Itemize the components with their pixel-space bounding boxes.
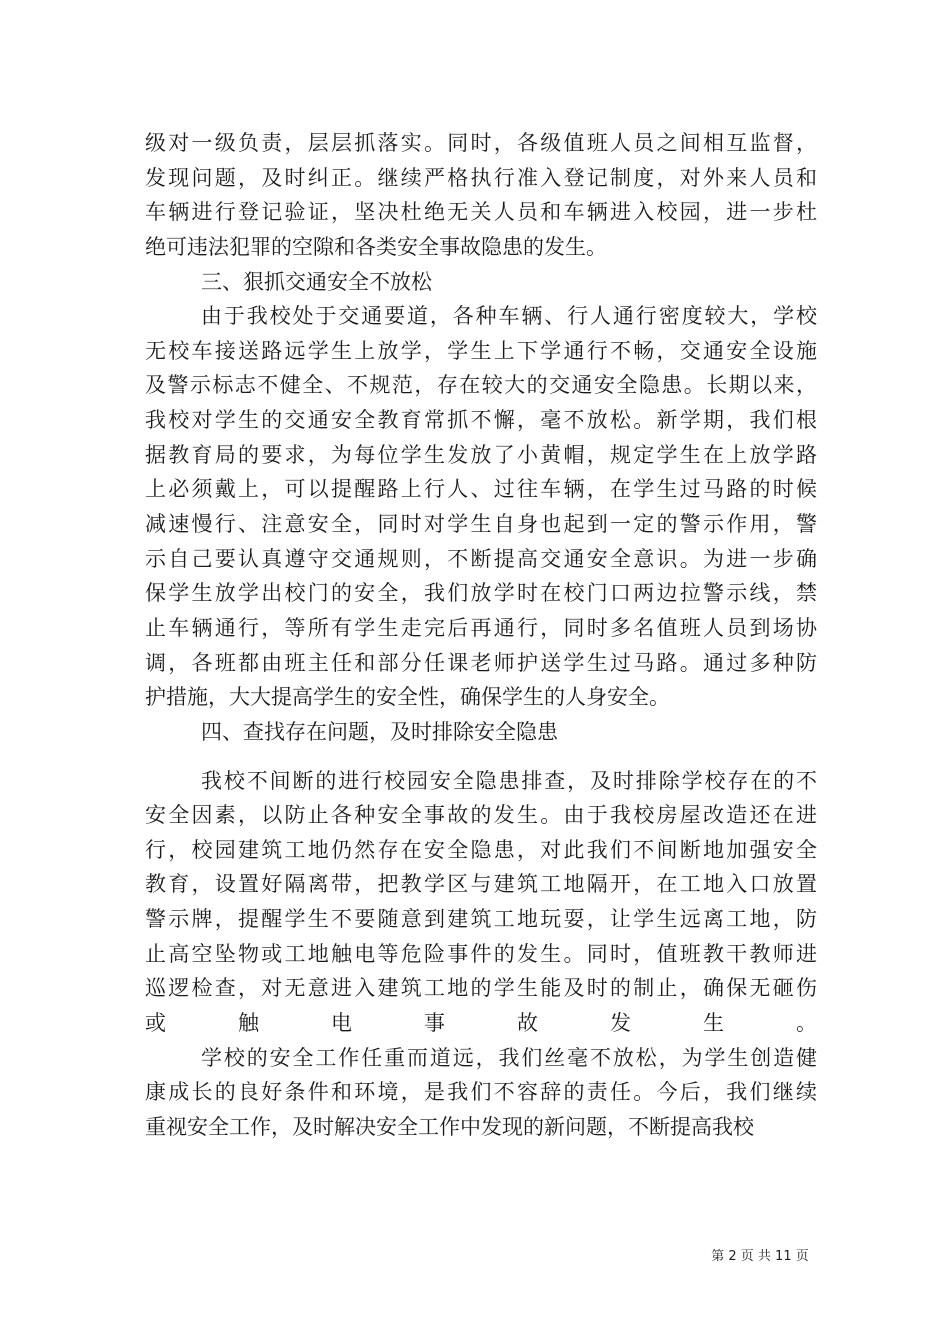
text-line: 调，各班都由班主任和部分任课老师护送学生过马路。通过多种防 — [145, 650, 817, 675]
text-line: 教育，设置好隔离带，把教学区与建筑工地隔开，在工地入口放置 — [145, 872, 817, 897]
text-line: 三、狠抓交通安全不放松 — [201, 269, 432, 294]
text-line: 示自己要认真遵守交通规则，不断提高交通安全意识。为进一步确 — [145, 546, 817, 571]
text-line: 据教育局的要求，为每位学生发放了小黄帽，规定学生在上放学路 — [145, 442, 817, 467]
text-line: 康成长的良好条件和环境，是我们不容辞的责任。今后，我们继续 — [145, 1080, 817, 1105]
text-line: 发现问题，及时纠正。继续严格执行准入登记制度，对外来人员和 — [145, 165, 817, 190]
paragraph — [145, 764, 817, 1041]
text-line: 无校车接送路远学生上放学，学生上下学通行不畅，交通安全设施 — [145, 338, 817, 363]
text-line: 或触电事故发生。 — [145, 1011, 817, 1036]
paragraph — [145, 299, 817, 715]
text-line: 行，校园建筑工地仍然存在安全隐患，对此我们不间断地加强安全 — [145, 837, 817, 862]
document-body — [145, 126, 817, 1145]
text-line: 及警示标志不健全、不规范，存在较大的交通安全隐患。长期以来， — [145, 373, 817, 398]
text-line: 级对一级负责，层层抓落实。同时，各级值班人员之间相互监督， — [145, 131, 817, 155]
section-heading — [145, 265, 817, 300]
text-line: 安全因素，以防止各种安全事故的发生。由于我校房屋改造还在进 — [145, 803, 817, 828]
paragraph — [145, 1041, 817, 1145]
text-line: 巡逻检查，对无意进入建筑工地的学生能及时的制止，确保无砸伤 — [145, 976, 817, 1001]
text-line: 止车辆通行，等所有学生走完后再通行，同时多名值班人员到场协 — [145, 615, 817, 640]
text-line: 止高空坠物或工地触电等危险事件的发生。同时，值班教干教师进 — [145, 941, 817, 966]
section-heading — [145, 715, 817, 750]
paragraph — [145, 126, 817, 265]
page-number-footer: 第 2 页 共 11 页 — [711, 1249, 809, 1264]
text-line: 四、查找存在问题，及时排除安全隐患 — [201, 719, 558, 744]
text-line: 我校不间断的进行校园安全隐患排查，及时排除学校存在的不 — [201, 768, 817, 793]
text-line: 重视安全工作，及时解决安全工作中发现的新问题，不断提高我校 — [145, 1114, 754, 1139]
text-line: 上必须戴上，可以提醒路上行人、过往车辆，在学生过马路的时候 — [145, 477, 817, 502]
text-line: 绝可违法犯罪的空隙和各类安全事故隐患的发生。 — [145, 234, 607, 259]
text-line: 车辆进行登记验证，坚决杜绝无关人员和车辆进入校园，进一步杜 — [145, 200, 817, 225]
text-line: 由于我校处于交通要道，各种车辆、行人通行密度较大，学校 — [201, 304, 817, 329]
text-line: 保学生放学出校门的安全，我们放学时在校门口两边拉警示线，禁 — [145, 581, 817, 606]
text-line: 学校的安全工作任重而道远，我们丝毫不放松，为学生创造健 — [201, 1045, 817, 1070]
text-line: 警示牌，提醒学生不要随意到建筑工地玩耍，让学生远离工地，防 — [145, 907, 817, 932]
text-line: 护措施，大大提高学生的安全性，确保学生的人身安全。 — [145, 685, 670, 710]
text-line: 我校对学生的交通安全教育常抓不懈，毫不放松。新学期，我们根 — [145, 408, 817, 433]
text-line: 减速慢行、注意安全，同时对学生自身也起到一定的警示作用，警 — [145, 512, 817, 537]
